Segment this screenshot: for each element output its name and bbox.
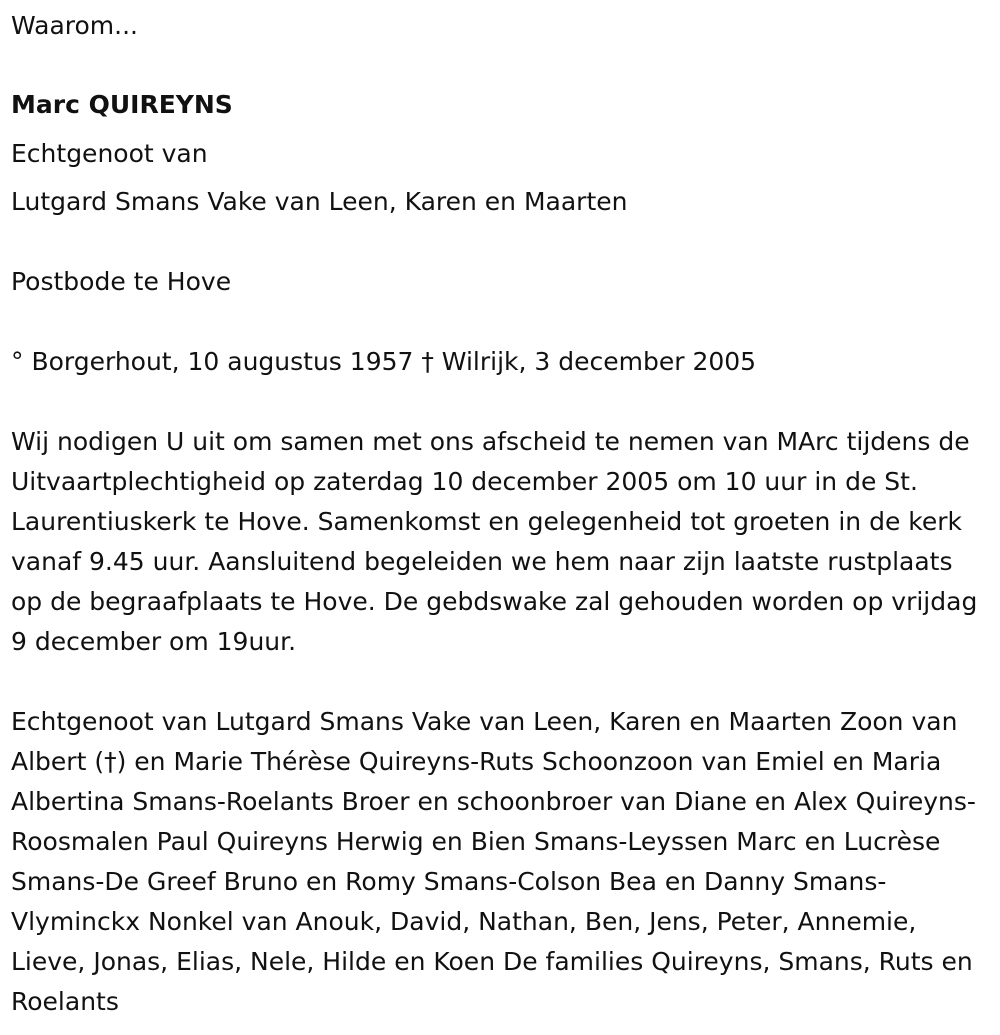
- birth-death-dates: ° Borgerhout, 10 augustus 1957 † Wilrijk, 3 december 2005: [11, 347, 757, 376]
- spouse-label: Echtgenoot van: [11, 139, 208, 168]
- occupation: Postbode te Hove: [11, 267, 232, 296]
- family-listing: Echtgenoot van Lutgard Smans Vake van Leen, Karen en Maarten Zoon van Albert (†) en Marie Thérèse Quireyns-Ruts Schoonzoon van Emiel en Maria Albertina Smans-Roelants Broer en schoonbroer van Diane en Alex Quireyns-Roosmalen Paul Quireyns Herwig en Bien Smans-Leyssen Marc en Lucrèse Smans-De Greef Bruno en Romy Smans-Colson Bea en Danny Smans-Vlyminckx Nonkel van Anouk, David, Nathan, Ben, Jens, Peter, Annemie, Lieve, Jonas, Elias, Nele, Hilde en Koen De families Quireyns, Smans, Ruts en Roelants: [11, 707, 976, 1016]
- spouse-names: Lutgard Smans Vake van Leen, Karen en Maarten: [11, 187, 628, 216]
- deceased-name: Marc QUIREYNS: [11, 90, 233, 119]
- funeral-announcement: Wij nodigen U uit om samen met ons afscheid te nemen van MArc tijdens de Uitvaartplechtigheid op zaterdag 10 december 2005 om 10 uur in de St. Laurentiuskerk te Hove. Samenkomst en gelegenheid tot groeten in de kerk vanaf 9.45 uur. Aansluitend begeleiden we hem naar zijn laatste rustplaats op de begraafplaats te Hove. De gebdswake zal gehouden worden op vrijdag 9 december om 19uur.: [11, 427, 978, 656]
- intro-text: Waarom...: [11, 11, 138, 40]
